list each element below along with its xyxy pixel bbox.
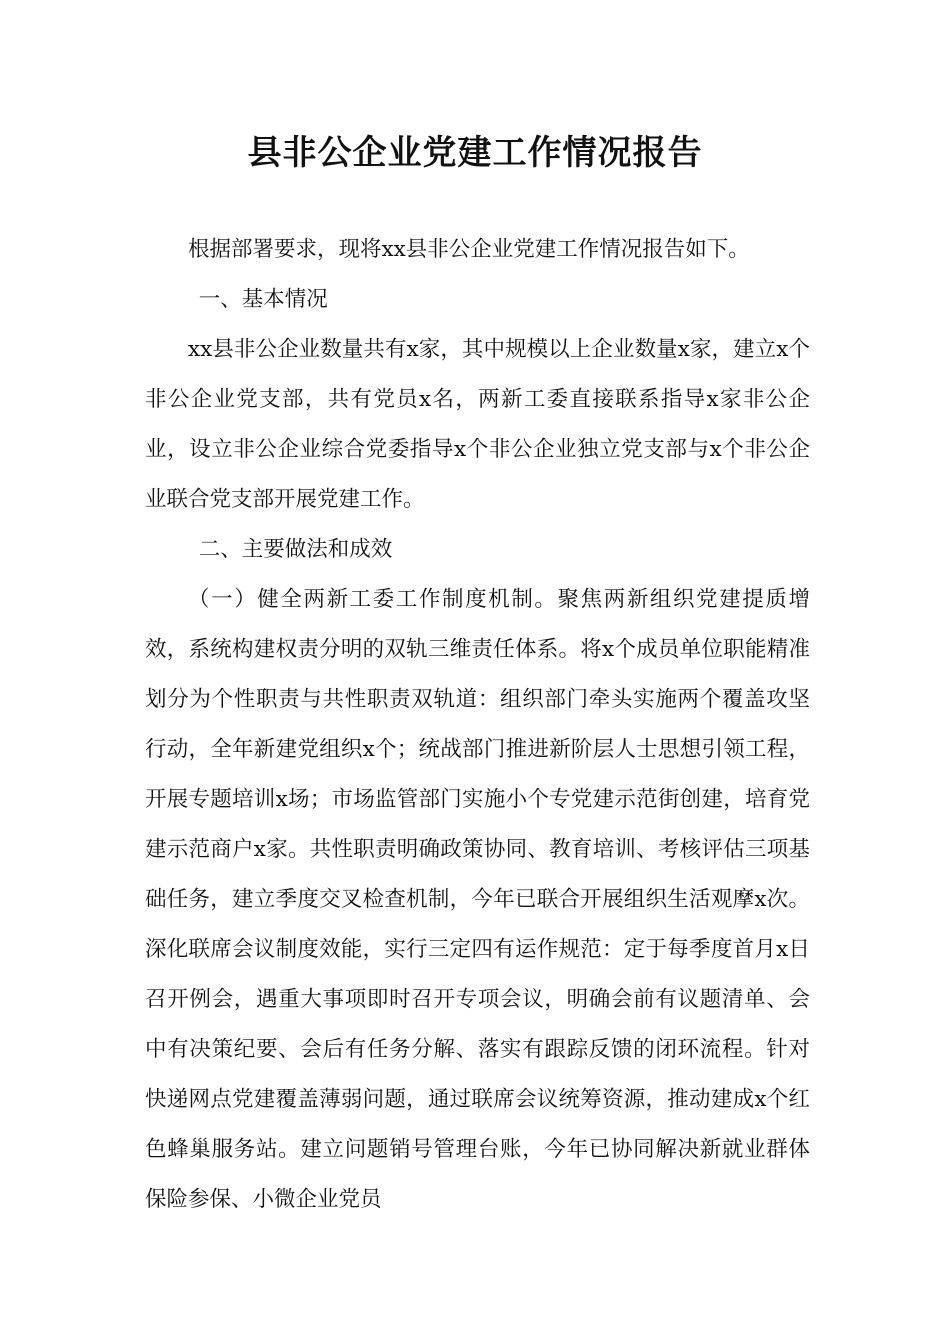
section-heading-basic: 一、基本情况: [198, 287, 328, 312]
basic-situation-paragraph: xx县非公企业数量共有x家，其中规模以上企业数量x家，建立x个非公企业党支部，共有党员x名，两新工委直接联系指导x家非公企业，设立非公企业综合党委指导x个非公企业独立党支部与x个非公企业联合党支部开展党建工作。: [145, 337, 810, 512]
document-body: [145, 225, 810, 1225]
document-title: 县非公企业党建工作情况报告: [247, 133, 703, 173]
section-heading-measures: 二、主要做法和成效: [198, 537, 393, 562]
intro-paragraph: 根据部署要求，现将xx县非公企业党建工作情况报告如下。: [188, 237, 750, 262]
measures-paragraph: （一）健全两新工委工作制度机制。聚焦两新组织党建提质增效，系统构建权责分明的双轨三维责任体系。将x个成员单位职能精准划分为个性职责与共性职责双轨道：组织部门牵头实施两个覆盖攻坚行动，全年新建党组织x个；统战部门推进新阶层人士思想引领工程，开展专题培训x场；市场监管部门实施小个专党建示范街创建，培育党建示范商户x家。共性职责明确政策协同、教育培训、考核评估三项基础任务，建立季度交叉检查机制，今年已联合开展组织生活观摩x次。深化联席会议制度效能，实行三定四有运作规范：定于每季度首月x日召开例会，遇重大事项即时召开专项会议，明确会前有议题清单、会中有决策纪要、会后有任务分解、落实有跟踪反馈的闭环流程。针对快递网点党建覆盖薄弱问题，通过联席会议统筹资源，推动建成x个红色蜂巢服务站。建立问题销号管理台账，今年已协同解决新就业群体保险参保、小微企业党员: [145, 587, 810, 1212]
